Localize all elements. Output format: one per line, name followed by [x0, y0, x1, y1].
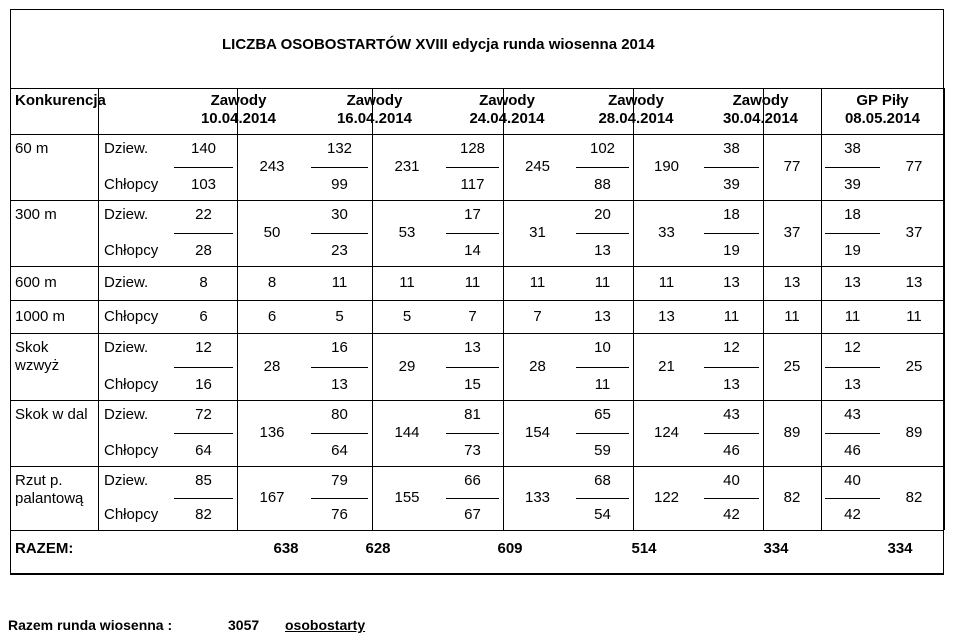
grid-line — [704, 167, 759, 168]
grid-line — [10, 333, 944, 334]
grid-line — [174, 433, 233, 434]
cell-value-chlopcy: 67 — [464, 506, 481, 523]
cell-value-chlopcy: 82 — [195, 506, 212, 523]
grid-line — [10, 88, 944, 89]
razem-value: 334 — [763, 540, 789, 557]
header-event-name: Zawody — [210, 92, 267, 109]
cell-value-total: 136 — [259, 424, 285, 441]
cell-value-total: 82 — [905, 489, 923, 506]
cell-value-dziew: 65 — [594, 406, 611, 423]
header-event-date: 10.04.2014 — [200, 110, 277, 127]
header-event-date: 28.04.2014 — [598, 110, 674, 127]
cell-value-total: 77 — [905, 158, 923, 175]
grid-line — [446, 433, 499, 434]
razem-label: RAZEM: — [15, 540, 74, 557]
grid-line — [174, 167, 233, 168]
header-event-date: 16.04.2014 — [336, 110, 413, 127]
grid-line — [576, 233, 629, 234]
cell-value-dziew: 72 — [195, 406, 212, 423]
cell-value: 7 — [468, 308, 477, 325]
header-event-name: Zawody — [732, 92, 789, 109]
cell-value: 11 — [399, 274, 415, 291]
grid-line — [446, 167, 499, 168]
cell-value-dziew: 132 — [326, 140, 353, 157]
grid-line — [10, 400, 944, 401]
grid-line — [944, 88, 945, 530]
cell-value-chlopcy: 117 — [460, 176, 485, 193]
cell-value: 13 — [844, 274, 861, 291]
grid-line — [704, 367, 759, 368]
header-event-date: 30.04.2014 — [722, 110, 799, 127]
gender-label-dziew: Dziew. — [104, 472, 149, 489]
event-name: palantową — [15, 490, 84, 507]
cell-value-chlopcy: 46 — [723, 442, 740, 459]
cell-value: 13 — [783, 274, 801, 291]
cell-value-total: 25 — [783, 357, 801, 375]
cell-value-chlopcy: 88 — [594, 176, 611, 193]
cell-value: 7 — [533, 308, 542, 325]
gender-label-chlopcy: Chłopcy — [104, 376, 159, 393]
grid-line — [10, 300, 944, 301]
cell-value-chlopcy: 15 — [464, 376, 481, 393]
cell-value: 13 — [905, 274, 923, 291]
cell-value-total: 89 — [783, 424, 801, 441]
grid-line — [10, 574, 944, 575]
cell-value-total: 37 — [905, 224, 923, 241]
grid-line — [174, 367, 233, 368]
cell-value: 11 — [464, 274, 481, 291]
footer-unit: osobostarty — [285, 617, 366, 633]
grid-line — [704, 498, 759, 499]
header-event-date: 08.05.2014 — [844, 110, 921, 127]
grid-line — [10, 530, 944, 531]
cell-value: 6 — [199, 308, 208, 325]
header-event-name: Zawody — [479, 92, 535, 109]
cell-value-total: 245 — [524, 158, 551, 175]
cell-value-total: 28 — [529, 357, 546, 375]
cell-value: 11 — [331, 274, 348, 291]
grid-line — [825, 367, 880, 368]
cell-value: 5 — [402, 308, 412, 325]
cell-value-total: 21 — [658, 357, 675, 375]
cell-value-total: 243 — [259, 158, 285, 175]
cell-value-total: 77 — [783, 158, 801, 175]
cell-value-chlopcy: 76 — [331, 506, 348, 523]
event-name: wzwyż — [15, 357, 60, 374]
cell-value: 13 — [723, 274, 740, 291]
cell-value-total: 190 — [653, 158, 680, 175]
event-name: 1000 m — [15, 308, 66, 325]
cell-value-dziew: 30 — [331, 206, 348, 223]
cell-value-chlopcy: 39 — [844, 176, 861, 193]
cell-value-total: 50 — [263, 224, 281, 241]
cell-value-total: 154 — [524, 424, 551, 441]
grid-line — [825, 233, 880, 234]
cell-value-chlopcy: 46 — [844, 442, 861, 459]
cell-value-chlopcy: 28 — [195, 242, 212, 259]
cell-value-total: 133 — [524, 489, 551, 506]
event-name: 300 m — [15, 206, 57, 223]
gender-label: Dziew. — [104, 274, 149, 291]
cell-value-chlopcy: 64 — [195, 442, 212, 459]
event-name: 600 m — [15, 274, 57, 291]
gender-label-chlopcy: Chłopcy — [104, 242, 159, 259]
cell-value-dziew: 128 — [459, 140, 486, 157]
cell-value-total: 53 — [398, 224, 416, 241]
cell-value-dziew: 43 — [844, 406, 861, 423]
cell-value-chlopcy: 19 — [723, 242, 740, 259]
razem-value: 514 — [631, 540, 657, 557]
header-event-name: Zawody — [346, 92, 403, 109]
cell-value: 8 — [267, 274, 277, 291]
cell-value-dziew: 38 — [723, 140, 740, 157]
cell-value-total: 155 — [394, 489, 420, 506]
cell-value: 8 — [199, 274, 208, 291]
grid-line — [10, 200, 944, 201]
cell-value-dziew: 85 — [195, 472, 212, 489]
grid-line — [825, 498, 880, 499]
grid-line — [704, 433, 759, 434]
grid-line — [576, 498, 629, 499]
cell-value-dziew: 13 — [464, 339, 481, 356]
cell-value-chlopcy: 11 — [594, 376, 611, 393]
cell-value-dziew: 43 — [723, 406, 740, 423]
cell-value-chlopcy: 42 — [844, 506, 861, 523]
cell-value: 13 — [594, 308, 611, 325]
grid-line — [10, 134, 944, 135]
cell-value-total: 29 — [398, 357, 416, 375]
razem-value: 609 — [497, 540, 523, 557]
gender-label-chlopcy: Chłopcy — [104, 442, 159, 459]
cell-value-chlopcy: 13 — [331, 376, 348, 393]
gender-label-dziew: Dziew. — [104, 339, 149, 356]
razem-value: 628 — [365, 540, 391, 557]
footer-value: 3057 — [228, 617, 260, 633]
grid-line — [311, 498, 368, 499]
cell-value-chlopcy: 13 — [723, 376, 740, 393]
cell-value-dziew: 18 — [723, 206, 740, 223]
cell-value-total: 231 — [394, 158, 420, 175]
grid-line — [446, 498, 499, 499]
gender-label-dziew: Dziew. — [104, 206, 149, 223]
cell-value-chlopcy: 13 — [844, 376, 861, 393]
footer-label: Razem runda wiosenna : — [8, 617, 173, 633]
header-konkurencja: Konkurencja — [15, 92, 106, 109]
cell-value-chlopcy: 23 — [331, 242, 348, 259]
cell-value-dziew: 66 — [464, 472, 481, 489]
grid-line — [704, 233, 759, 234]
event-name: Rzut p. — [15, 472, 63, 489]
cell-value-dziew: 40 — [844, 472, 861, 489]
cell-value-dziew: 140 — [190, 140, 217, 157]
cell-value-chlopcy: 59 — [594, 442, 611, 459]
header-event-name: Zawody — [608, 92, 664, 109]
cell-value-dziew: 12 — [844, 339, 861, 356]
gender-label-chlopcy: Chłopcy — [104, 176, 159, 193]
cell-value-dziew: 80 — [331, 406, 348, 423]
cell-value-total: 124 — [653, 424, 680, 441]
grid-line — [311, 233, 368, 234]
event-name: Skok — [15, 339, 49, 356]
cell-value-dziew: 10 — [594, 339, 611, 356]
cell-value-chlopcy: 14 — [464, 242, 481, 259]
cell-value-total: 82 — [783, 489, 801, 506]
cell-value-dziew: 40 — [723, 472, 740, 489]
cell-value-chlopcy: 54 — [594, 506, 611, 523]
cell-value-dziew: 18 — [844, 206, 861, 223]
grid-line — [576, 167, 629, 168]
grid-line — [825, 433, 880, 434]
cell-value-dziew: 79 — [331, 472, 348, 489]
cell-value-total: 31 — [529, 224, 546, 241]
cell-value-chlopcy: 99 — [331, 176, 348, 193]
event-name: 60 m — [15, 140, 49, 157]
grid-line — [446, 233, 499, 234]
cell-value-dziew: 12 — [195, 339, 212, 356]
cell-value-chlopcy: 42 — [723, 506, 740, 523]
cell-value-total: 89 — [905, 424, 923, 441]
cell-value-total: 33 — [658, 224, 675, 241]
event-name: Skok w dal — [15, 406, 88, 423]
cell-value: 11 — [658, 274, 675, 291]
header-event-date: 24.04.2014 — [469, 110, 545, 127]
razem-value: 638 — [273, 540, 299, 557]
cell-value-total: 28 — [263, 357, 281, 375]
grid-line — [10, 466, 944, 467]
cell-value-dziew: 20 — [594, 206, 611, 223]
cell-value-total: 37 — [783, 224, 801, 241]
cell-value-total: 167 — [259, 489, 285, 506]
cell-value: 11 — [723, 308, 740, 325]
grid-line — [825, 167, 880, 168]
cell-value-dziew: 12 — [723, 339, 740, 356]
cell-value-chlopcy: 73 — [464, 442, 481, 459]
cell-value-dziew: 22 — [195, 206, 212, 223]
grid-line — [174, 498, 233, 499]
cell-value-chlopcy: 103 — [190, 176, 217, 193]
gender-label: Chłopcy — [104, 308, 159, 325]
grid-line — [10, 266, 944, 267]
grid-line — [311, 167, 368, 168]
cell-value: 5 — [335, 308, 344, 325]
grid-line — [311, 433, 368, 434]
gender-label-dziew: Dziew. — [104, 140, 149, 157]
cell-value-dziew: 17 — [464, 206, 481, 223]
cell-value-dziew: 102 — [589, 140, 616, 157]
cell-value: 11 — [594, 274, 611, 291]
cell-value-chlopcy: 16 — [195, 376, 212, 393]
cell-value: 6 — [267, 308, 277, 325]
cell-value-dziew: 16 — [331, 339, 348, 356]
header-event-name: GP Piły — [856, 92, 909, 109]
cell-value-total: 144 — [394, 424, 420, 441]
cell-value-chlopcy: 19 — [844, 242, 861, 259]
cell-value-dziew: 81 — [464, 406, 481, 423]
cell-value-total: 25 — [905, 357, 923, 375]
grid-line — [98, 88, 99, 530]
grid-line — [311, 367, 368, 368]
cell-value-chlopcy: 13 — [594, 242, 611, 259]
grid-line — [174, 233, 233, 234]
gender-label-dziew: Dziew. — [104, 406, 149, 423]
grid-line — [446, 367, 499, 368]
gender-label-chlopcy: Chłopcy — [104, 506, 159, 523]
results-table — [10, 88, 944, 574]
grid-line — [576, 433, 629, 434]
cell-value: 11 — [844, 308, 861, 325]
razem-value: 334 — [887, 540, 913, 557]
cell-value-dziew: 68 — [594, 472, 611, 489]
grid-line — [576, 367, 629, 368]
cell-value-chlopcy: 39 — [723, 176, 740, 193]
cell-value: 11 — [784, 308, 800, 325]
page-title: LICZBA OSOBOSTARTÓW XVIII edycja runda wiosenna 2014 — [222, 36, 655, 53]
cell-value-chlopcy: 64 — [331, 442, 348, 459]
cell-value: 11 — [529, 274, 546, 291]
cell-value-dziew: 38 — [844, 140, 861, 157]
cell-value-total: 122 — [653, 489, 680, 506]
cell-value: 11 — [906, 308, 922, 325]
footer-summary — [8, 617, 365, 633]
cell-value: 13 — [658, 308, 675, 325]
